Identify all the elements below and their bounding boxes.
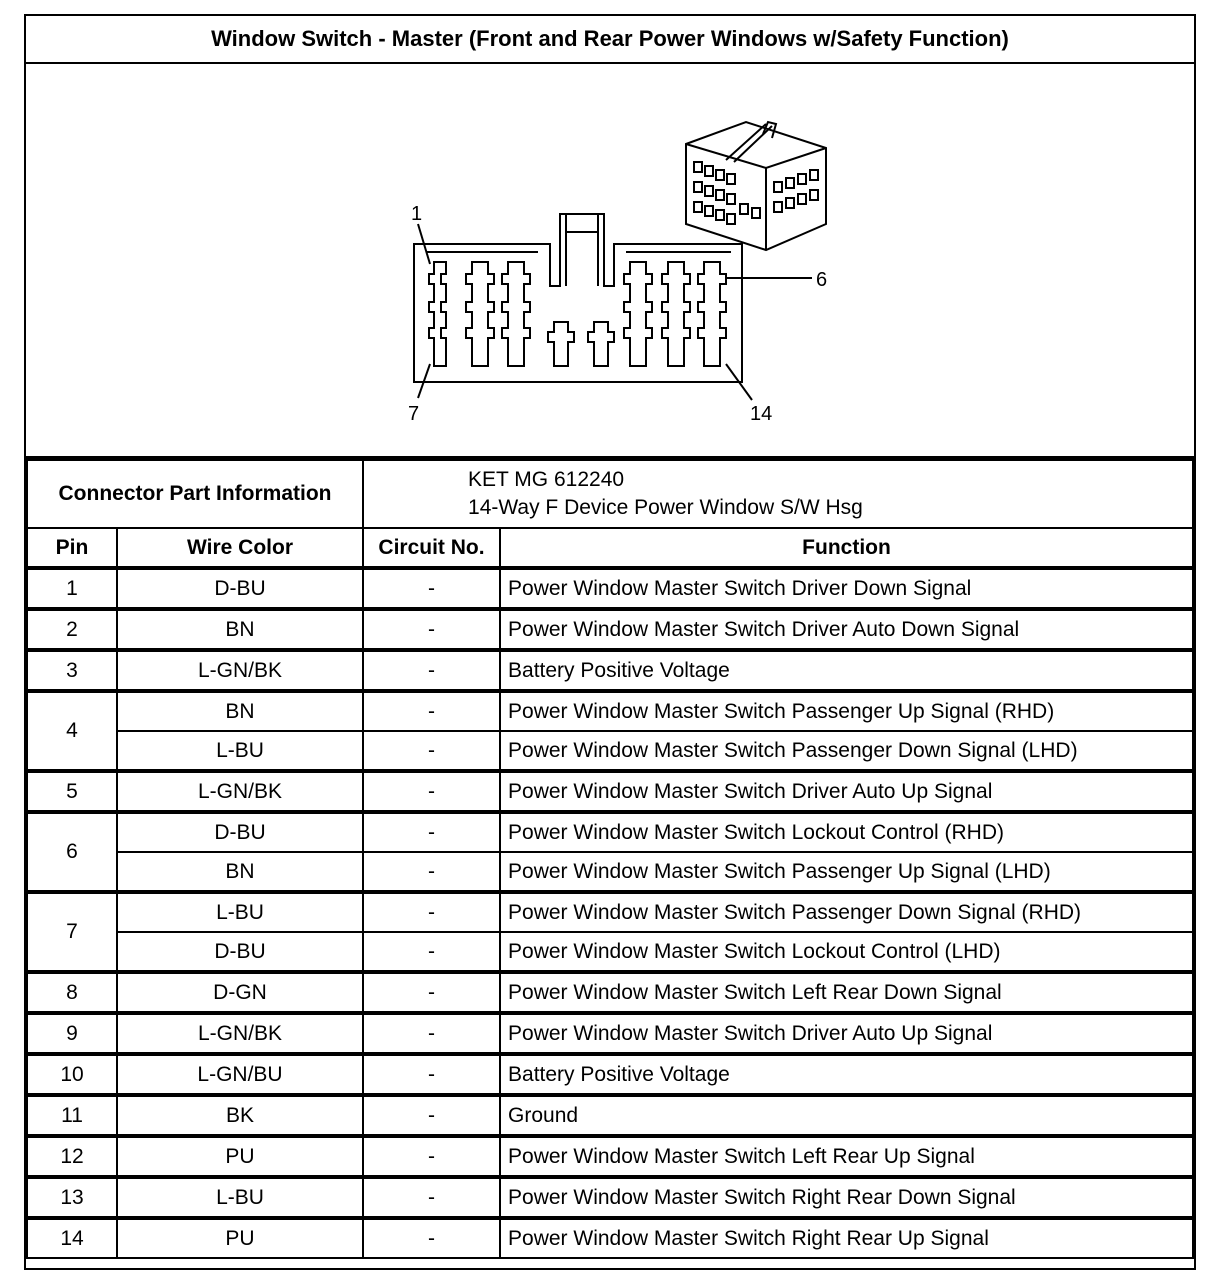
header-circuit: Circuit No. <box>363 528 500 568</box>
pin-number: 14 <box>27 1218 117 1258</box>
connector-face-drawing <box>26 64 1194 456</box>
wire-color: BK <box>117 1095 363 1136</box>
circuit-number: - <box>363 932 500 972</box>
table-row <box>27 892 1193 932</box>
pin-number: 10 <box>27 1054 117 1095</box>
pin-function: Power Window Master Switch Driver Auto Down Signal <box>500 609 1193 650</box>
connector-face <box>414 214 812 400</box>
pin-function: Power Window Master Switch Driver Down Signal <box>500 568 1193 609</box>
document-title: Window Switch - Master (Front and Rear Power Windows w/Safety Function) <box>26 16 1194 64</box>
table-row <box>27 972 1193 1013</box>
circuit-number: - <box>363 650 500 691</box>
wire-color: BN <box>117 691 363 731</box>
connector-info-label: Connector Part Information <box>27 460 363 528</box>
pin-number: 6 <box>27 812 117 892</box>
pin-function: Power Window Master Switch Passenger Down Signal (LHD) <box>500 731 1193 771</box>
circuit-number: - <box>363 1013 500 1054</box>
circuit-number: - <box>363 568 500 609</box>
header-wire-color: Wire Color <box>117 528 363 568</box>
circuit-number: - <box>363 1054 500 1095</box>
circuit-number: - <box>363 812 500 852</box>
connector-part-number: KET MG 612240 <box>468 468 625 491</box>
wire-color: L-GN/BK <box>117 771 363 812</box>
connector-figure <box>26 64 1194 459</box>
circuit-number: - <box>363 771 500 812</box>
wire-color: BN <box>117 609 363 650</box>
pin-number: 3 <box>27 650 117 691</box>
table-row <box>27 1054 1193 1095</box>
header-pin: Pin <box>27 528 117 568</box>
pin-number: 1 <box>27 568 117 609</box>
wire-color: L-BU <box>117 892 363 932</box>
table-row <box>27 1177 1193 1218</box>
pin-function: Ground <box>500 1095 1193 1136</box>
pin-number: 5 <box>27 771 117 812</box>
connector-description: 14-Way F Device Power Window S/W Hsg <box>468 496 863 519</box>
circuit-number: - <box>363 1218 500 1258</box>
pin-number: 11 <box>27 1095 117 1136</box>
pin-function: Battery Positive Voltage <box>500 1054 1193 1095</box>
circuit-number: - <box>363 1136 500 1177</box>
pin-function: Power Window Master Switch Passenger Up Signal (LHD) <box>500 852 1193 892</box>
wire-color: PU <box>117 1136 363 1177</box>
connector-info-row <box>27 460 1193 528</box>
table-row <box>27 1218 1193 1258</box>
pin-number: 9 <box>27 1013 117 1054</box>
pin-number: 8 <box>27 972 117 1013</box>
connector-sheet <box>24 14 1196 1270</box>
wire-color: L-GN/BK <box>117 650 363 691</box>
wire-color: D-BU <box>117 812 363 852</box>
table-row <box>27 650 1193 691</box>
wire-color: BN <box>117 852 363 892</box>
pin-number: 13 <box>27 1177 117 1218</box>
table-row <box>27 932 1193 972</box>
pin-function: Power Window Master Switch Left Rear Down Signal <box>500 972 1193 1013</box>
pin-function: Battery Positive Voltage <box>500 650 1193 691</box>
circuit-number: - <box>363 1095 500 1136</box>
wire-color: PU <box>117 1218 363 1258</box>
circuit-number: - <box>363 972 500 1013</box>
pin-callout-7: 7 <box>408 403 420 425</box>
pin-function: Power Window Master Switch Driver Auto Up Signal <box>500 771 1193 812</box>
header-function: Function <box>500 528 1193 568</box>
circuit-number: - <box>363 852 500 892</box>
circuit-number: - <box>363 609 500 650</box>
pin-callout-14: 14 <box>750 403 773 425</box>
pin-function: Power Window Master Switch Right Rear Down Signal <box>500 1177 1193 1218</box>
table-header-row <box>27 528 1193 568</box>
connector-info-value <box>363 460 1193 528</box>
wire-color: L-GN/BK <box>117 1013 363 1054</box>
table-row <box>27 1136 1193 1177</box>
pin-function: Power Window Master Switch Driver Auto Up Signal <box>500 1013 1193 1054</box>
table-row <box>27 691 1193 731</box>
wire-color: L-GN/BU <box>117 1054 363 1095</box>
table-row <box>27 1095 1193 1136</box>
wire-color: D-BU <box>117 568 363 609</box>
wire-color: L-BU <box>117 1177 363 1218</box>
table-row <box>27 1013 1193 1054</box>
circuit-number: - <box>363 1177 500 1218</box>
pin-function: Power Window Master Switch Left Rear Up Signal <box>500 1136 1193 1177</box>
pin-function: Power Window Master Switch Lockout Control (LHD) <box>500 932 1193 972</box>
pin-callout-1: 1 <box>411 203 423 225</box>
circuit-number: - <box>363 731 500 771</box>
table-row <box>27 812 1193 852</box>
pin-number: 12 <box>27 1136 117 1177</box>
wire-color: D-GN <box>117 972 363 1013</box>
table-row <box>27 731 1193 771</box>
pin-function: Power Window Master Switch Passenger Up Signal (RHD) <box>500 691 1193 731</box>
table-row <box>27 609 1193 650</box>
circuit-number: - <box>363 691 500 731</box>
pin-number: 2 <box>27 609 117 650</box>
wire-color: L-BU <box>117 731 363 771</box>
pin-function: Power Window Master Switch Lockout Control (RHD) <box>500 812 1193 852</box>
table-row <box>27 771 1193 812</box>
table-row <box>27 852 1193 892</box>
pin-number: 7 <box>27 892 117 972</box>
pin-number: 4 <box>27 691 117 771</box>
pin-function: Power Window Master Switch Passenger Down Signal (RHD) <box>500 892 1193 932</box>
connector-iso-view <box>686 122 826 250</box>
circuit-number: - <box>363 892 500 932</box>
table-row <box>27 568 1193 609</box>
pin-callout-6: 6 <box>816 269 828 291</box>
wire-color: D-BU <box>117 932 363 972</box>
pinout-table <box>26 459 1194 1259</box>
pin-function: Power Window Master Switch Right Rear Up Signal <box>500 1218 1193 1258</box>
